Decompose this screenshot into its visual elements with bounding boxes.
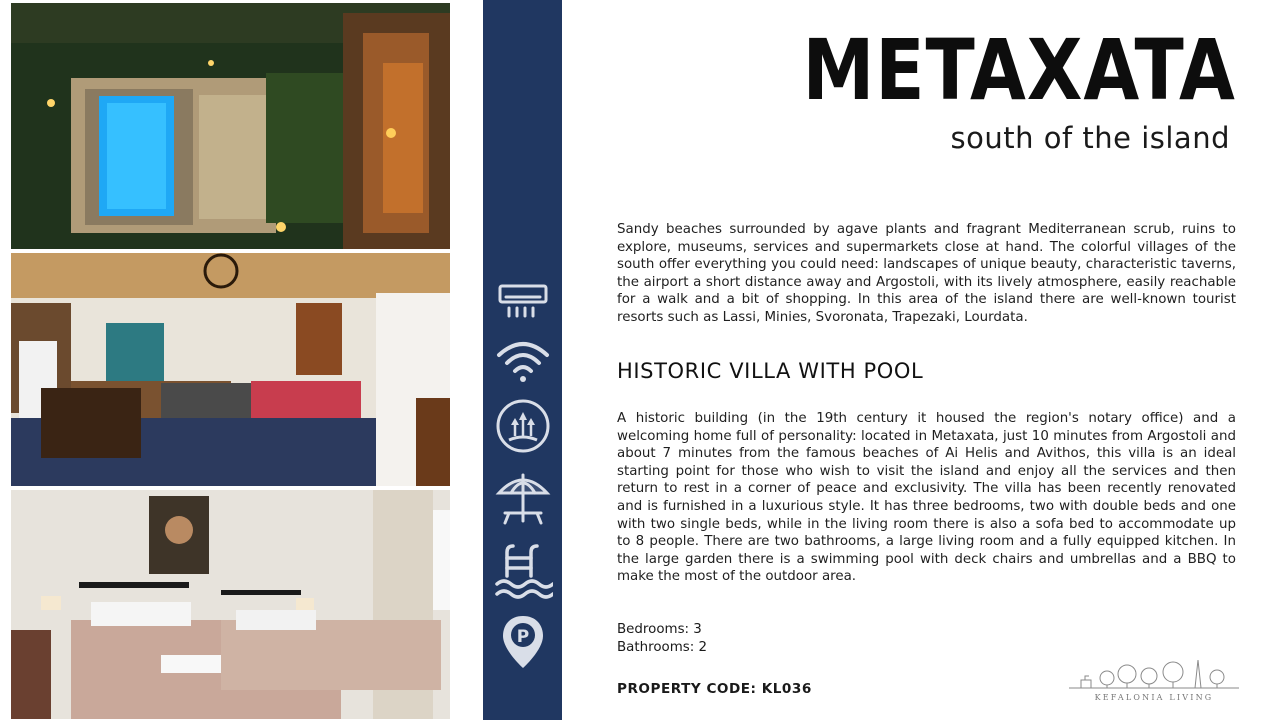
wifi-icon	[493, 331, 553, 391]
air-conditioner-icon	[493, 270, 553, 330]
svg-text:P: P	[516, 627, 530, 647]
beach-umbrella-icon	[493, 467, 553, 527]
page-title: METAXATA	[802, 21, 1236, 119]
villa-description: A historic building (in the 19th century it housed the region's notary office) and a welcoming home full of personality: located in Metaxata, just 10 minutes from Argostoli and about 7 minutes from the famous beaches of Ai Helis and Avithos, this villa is an ideal starting point for those who wish to visit the island and enjoy all the services and then return to rest in a corner of peace and exclusivity. The villa has been recently renovated and is furnished in a luxurious style. It has three bedrooms, two with double beds and one with two single beds, while in the living room there is also a sofa bed to accommodate up to 8 people. There are two bathrooms, a large living room and a fully equipped kitchen. In the large garden there is a swimming pool with deck chairs and umbrellas and a BBQ to make the most of the outdoor area.	[617, 411, 1236, 585]
villa-heading: HISTORIC VILLA WITH POOL	[617, 359, 924, 383]
pool-icon	[493, 540, 553, 600]
property-specs	[617, 621, 707, 656]
page-subtitle: south of the island	[950, 121, 1230, 155]
parking-icon	[493, 612, 553, 672]
area-description: Sandy beaches surrounded by agave plants and fragrant Mediterranean scrub, ruins to explore, museums, services and supermarkets close at hand. The colorful villages of the south offer everything you could need: landscapes of unique beauty, characteristic taverns, the airport a short distance away and Argostoli, with its lively atmosphere, easily reachable for a walk and a bit of shopping. In this area of the island there are well-known tourist resorts such as Lassi, Minies, Svoronata, Trapezaki, Lourdata.	[617, 222, 1236, 325]
property-code: PROPERTY CODE: KL036	[617, 681, 812, 697]
amenities-band	[483, 0, 562, 720]
bedroom-photo	[11, 490, 450, 719]
logo-text: KEFALONIA LIVING	[1094, 693, 1214, 702]
kefalonia-living-logo	[1067, 654, 1241, 706]
garden-pool-photo	[11, 3, 450, 249]
bedrooms-count: Bedrooms: 3	[617, 622, 702, 637]
garden-icon	[493, 396, 553, 456]
living-room-photo	[11, 253, 450, 486]
bathrooms-count: Bathrooms: 2	[617, 639, 708, 655]
